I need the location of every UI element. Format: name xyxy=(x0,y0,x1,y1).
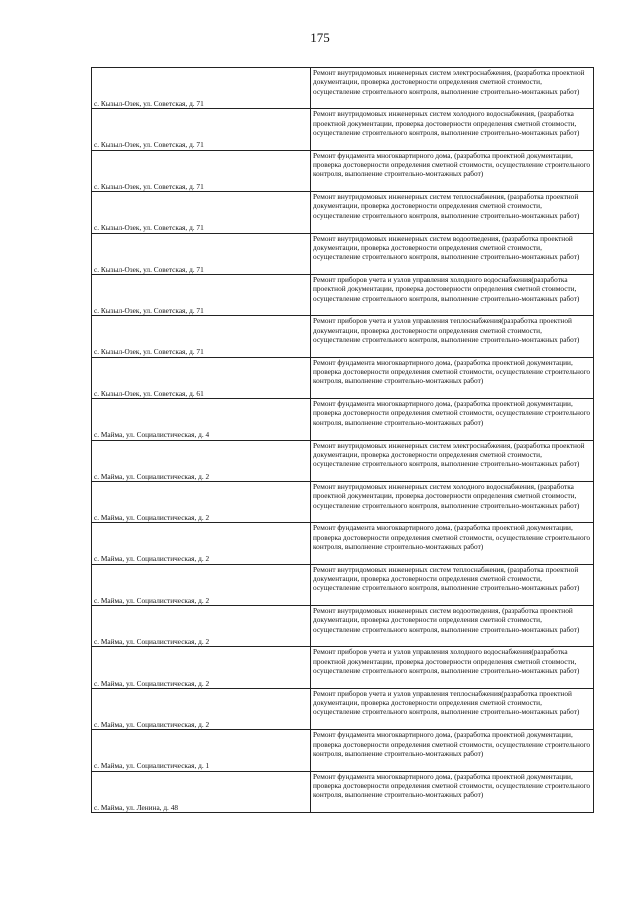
address-cell: с. Майма, ул. Социалистическая, д. 2 xyxy=(92,481,311,522)
work-description-cell: Ремонт внутридомовых инженерных систем холодного водоснабжения, (разработка проектной документации, проверка достоверности определения сметной стоимости, осуществление строительного контроля, выполнение строительно-монтажных работ) xyxy=(311,481,594,522)
table-row xyxy=(92,606,594,647)
table-row xyxy=(92,523,594,564)
table-row xyxy=(92,316,594,357)
page-number: 175 xyxy=(310,30,330,45)
work-description-cell: Ремонт внутридомовых инженерных систем теплоснабжения, (разработка проектной документации, проверка достоверности определения сметной стоимости, осуществление строительного контроля, выполнение строительно-монтажных работ) xyxy=(311,564,594,605)
table-row xyxy=(92,399,594,440)
work-description-cell: Ремонт внутридомовых инженерных систем водоотведения, (разработка проектной документации, проверка достоверности определения сметной стоимости, осуществление строительного контроля, выполнение строительно-монтажных работ) xyxy=(311,233,594,274)
table-row xyxy=(92,233,594,274)
address-cell: с. Майма, ул. Социалистическая, д. 2 xyxy=(92,440,311,481)
work-description-cell: Ремонт внутридомовых инженерных систем холодного водоснабжения, (разработка проектной документации, проверка достоверности определения сметной стоимости, осуществление строительного контроля, выполнение строительно-монтажных работ) xyxy=(311,109,594,150)
table-row xyxy=(92,150,594,191)
address-cell: с. Майма, ул. Социалистическая, д. 4 xyxy=(92,399,311,440)
table-row xyxy=(92,688,594,729)
work-description-cell: Ремонт фундамента многоквартирного дома, (разработка проектной документации, проверка достоверности определения сметной стоимости, осуществление строительного контроля, выполнение строительно-монтажных работ) xyxy=(311,523,594,564)
table-row xyxy=(92,357,594,398)
work-description-cell: Ремонт фундамента многоквартирного дома, (разработка проектной документации, проверка достоверности определения сметной стоимости, осуществление строительного контроля, выполнение строительно-монтажных работ) xyxy=(311,399,594,440)
work-description-cell: Ремонт фундамента многоквартирного дома, (разработка проектной документации, проверка достоверности определения сметной стоимости, осуществление строительного контроля, выполнение строительно-монтажных работ) xyxy=(311,771,594,812)
table-row xyxy=(92,771,594,812)
work-description-cell: Ремонт внутридомовых инженерных систем электроснабжения, (разработка проектной документации, проверка достоверности определения сметной стоимости, осуществление строительного контроля, выполнение строительно-монтажных работ) xyxy=(311,440,594,481)
works-table-body xyxy=(92,68,594,813)
work-description-cell: Ремонт приборов учета и узлов управления теплоснабжения(разработка проектной документации, проверка достоверности определения сметной стоимости, осуществление строительного контроля, выполнение строительно-монтажных работ) xyxy=(311,688,594,729)
address-cell: с. Кызыл-Озек, ул. Советская, д. 71 xyxy=(92,274,311,315)
address-cell: с. Майма, ул. Ленина, д. 48 xyxy=(92,771,311,812)
work-description-cell: Ремонт фундамента многоквартирного дома, (разработка проектной документации, проверка достоверности определения сметной стоимости, осуществление строительного контроля, выполнение строительно-монтажных работ) xyxy=(311,357,594,398)
table-row xyxy=(92,274,594,315)
table-row xyxy=(92,647,594,688)
work-description-cell: Ремонт фундамента многоквартирного дома, (разработка проектной документации, проверка достоверности определения сметной стоимости, осуществление строительного контроля, выполнение строительно-монтажных работ) xyxy=(311,730,594,771)
work-description-cell: Ремонт приборов учета и узлов управления холодного водоснабжения(разработка проектной документации, проверка достоверности определения сметной стоимости, осуществление строительного контроля, выполнение строительно-монтажных работ) xyxy=(311,274,594,315)
table-row xyxy=(92,192,594,233)
work-description-cell: Ремонт внутридомовых инженерных систем водоотведения, (разработка проектной документации, проверка достоверности определения сметной стоимости, осуществление строительного контроля, выполнение строительно-монтажных работ) xyxy=(311,606,594,647)
works-table xyxy=(91,67,594,813)
work-description-cell: Ремонт фундамента многоквартирного дома, (разработка проектной документации, проверка достоверности определения сметной стоимости, осуществление строительного контроля, выполнение строительно-монтажных работ) xyxy=(311,150,594,191)
address-cell: с. Кызыл-Озек, ул. Советская, д. 71 xyxy=(92,316,311,357)
work-description-cell: Ремонт приборов учета и узлов управления теплоснабжения(разработка проектной документации, проверка достоверности определения сметной стоимости, осуществление строительного контроля, выполнение строительно-монтажных работ) xyxy=(311,316,594,357)
table-row xyxy=(92,481,594,522)
work-description-cell: Ремонт приборов учета и узлов управления холодного водоснабжения(разработка проектной документации, проверка достоверности определения сметной стоимости, осуществление строительного контроля, выполнение строительно-монтажных работ) xyxy=(311,647,594,688)
address-cell: с. Кызыл-Озек, ул. Советская, д. 71 xyxy=(92,150,311,191)
address-cell: с. Кызыл-Озек, ул. Советская, д. 61 xyxy=(92,357,311,398)
address-cell: с. Майма, ул. Социалистическая, д. 1 xyxy=(92,730,311,771)
address-cell: с. Кызыл-Озек, ул. Советская, д. 71 xyxy=(92,192,311,233)
address-cell: с. Майма, ул. Социалистическая, д. 2 xyxy=(92,606,311,647)
address-cell: с. Кызыл-Озек, ул. Советская, д. 71 xyxy=(92,109,311,150)
table-row xyxy=(92,440,594,481)
table-row xyxy=(92,730,594,771)
table-row xyxy=(92,109,594,150)
address-cell: с. Кызыл-Озек, ул. Советская, д. 71 xyxy=(92,68,311,109)
address-cell: с. Майма, ул. Социалистическая, д. 2 xyxy=(92,523,311,564)
address-cell: с. Кызыл-Озек, ул. Советская, д. 71 xyxy=(92,233,311,274)
address-cell: с. Майма, ул. Социалистическая, д. 2 xyxy=(92,647,311,688)
work-description-cell: Ремонт внутридомовых инженерных систем теплоснабжения, (разработка проектной документации, проверка достоверности определения сметной стоимости, осуществление строительного контроля, выполнение строительно-монтажных работ) xyxy=(311,192,594,233)
table-row xyxy=(92,68,594,109)
address-cell: с. Майма, ул. Социалистическая, д. 2 xyxy=(92,564,311,605)
address-cell: с. Майма, ул. Социалистическая, д. 2 xyxy=(92,688,311,729)
table-row xyxy=(92,564,594,605)
work-description-cell: Ремонт внутридомовых инженерных систем электроснабжения, (разработка проектной документации, проверка достоверности определения сметной стоимости, осуществление строительного контроля, выполнение строительно-монтажных работ) xyxy=(311,68,594,109)
